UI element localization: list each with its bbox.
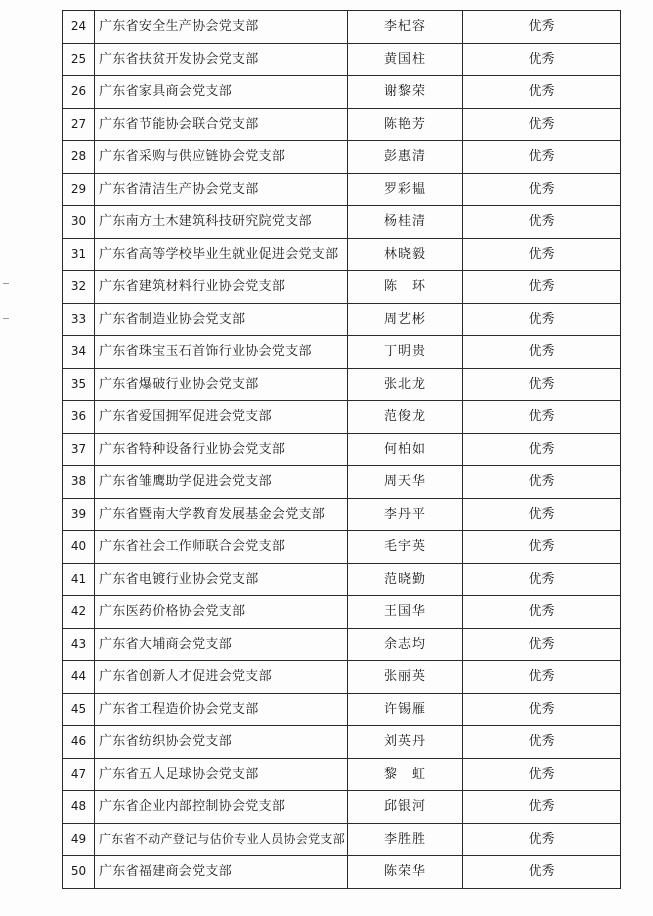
table-row: [63, 628, 621, 661]
row-number: 50: [63, 856, 95, 889]
person-name: 余志均: [348, 628, 463, 661]
table-row: [63, 791, 621, 824]
table-row: [63, 661, 621, 694]
person-name: 谢黎荣: [348, 76, 463, 109]
person-name: 李胜胜: [348, 823, 463, 856]
organization-name: 广东省家具商会党支部: [95, 76, 348, 109]
row-number: 32: [63, 271, 95, 304]
person-name: 王国华: [348, 596, 463, 629]
grade-value: 优秀: [463, 43, 621, 76]
organization-name: 广东省采购与供应链协会党支部: [95, 141, 348, 174]
person-name: 张北龙: [348, 368, 463, 401]
person-name: 黄国柱: [348, 43, 463, 76]
person-name: 陈 环: [348, 271, 463, 304]
person-name: 刘英丹: [348, 726, 463, 759]
roster-table: [62, 10, 621, 889]
person-name: 范俊龙: [348, 401, 463, 434]
grade-value: 优秀: [463, 791, 621, 824]
organization-name: 广东省五人足球协会党支部: [95, 758, 348, 791]
person-name: 林晓毅: [348, 238, 463, 271]
table-row: [63, 856, 621, 889]
person-name: 张丽英: [348, 661, 463, 694]
person-name: 彭惠清: [348, 141, 463, 174]
organization-name: 广东省纺织协会党支部: [95, 726, 348, 759]
person-name: 周天华: [348, 466, 463, 499]
person-name: 范晓勤: [348, 563, 463, 596]
grade-value: 优秀: [463, 368, 621, 401]
grade-value: 优秀: [463, 108, 621, 141]
row-number: 31: [63, 238, 95, 271]
grade-value: 优秀: [463, 563, 621, 596]
table-row: [63, 531, 621, 564]
organization-name: 广东省社会工作师联合会党支部: [95, 531, 348, 564]
organization-name: 广东省扶贫开发协会党支部: [95, 43, 348, 76]
row-number: 26: [63, 76, 95, 109]
table-row: [63, 563, 621, 596]
margin-mark: [3, 283, 9, 284]
person-name: 周艺彬: [348, 303, 463, 336]
row-number: 30: [63, 206, 95, 239]
table-row: [63, 43, 621, 76]
table-row: [63, 596, 621, 629]
row-number: 47: [63, 758, 95, 791]
grade-value: 优秀: [463, 596, 621, 629]
organization-name: 广东省特种设备行业协会党支部: [95, 433, 348, 466]
grade-value: 优秀: [463, 76, 621, 109]
row-number: 29: [63, 173, 95, 206]
row-number: 35: [63, 368, 95, 401]
person-name: 李杞容: [348, 11, 463, 44]
row-number: 38: [63, 466, 95, 499]
table-row: [63, 141, 621, 174]
table-row: [63, 433, 621, 466]
table-row: [63, 368, 621, 401]
row-number: 28: [63, 141, 95, 174]
table-row: [63, 466, 621, 499]
organization-name: 广东省建筑材料行业协会党支部: [95, 271, 348, 304]
table-row: [63, 206, 621, 239]
organization-name: 广东省安全生产协会党支部: [95, 11, 348, 44]
table-row: [63, 76, 621, 109]
organization-name: 广东省制造业协会党支部: [95, 303, 348, 336]
row-number: 46: [63, 726, 95, 759]
table-row: [63, 726, 621, 759]
table-row: [63, 336, 621, 369]
row-number: 43: [63, 628, 95, 661]
organization-name: 广东省爱国拥军促进会党支部: [95, 401, 348, 434]
organization-name: 广东省暨南大学教育发展基金会党支部: [95, 498, 348, 531]
table-row: [63, 238, 621, 271]
row-number: 37: [63, 433, 95, 466]
row-number: 36: [63, 401, 95, 434]
grade-value: 优秀: [463, 141, 621, 174]
row-number: 42: [63, 596, 95, 629]
grade-value: 优秀: [463, 758, 621, 791]
grade-value: 优秀: [463, 433, 621, 466]
person-name: 许锡雁: [348, 693, 463, 726]
grade-value: 优秀: [463, 823, 621, 856]
organization-name: 广东省节能协会联合党支部: [95, 108, 348, 141]
person-name: 毛宇英: [348, 531, 463, 564]
grade-value: 优秀: [463, 856, 621, 889]
organization-name: 广东省福建商会党支部: [95, 856, 348, 889]
table-row: [63, 173, 621, 206]
person-name: 邱银河: [348, 791, 463, 824]
organization-name: 广东省不动产登记与估价专业人员协会党支部: [95, 823, 348, 856]
organization-name: 广东省爆破行业协会党支部: [95, 368, 348, 401]
grade-value: 优秀: [463, 498, 621, 531]
organization-name: 广东省企业内部控制协会党支部: [95, 791, 348, 824]
grade-value: 优秀: [463, 466, 621, 499]
organization-name: 广东医药价格协会党支部: [95, 596, 348, 629]
roster-table-body: [63, 11, 621, 889]
organization-name: 广东省创新人才促进会党支部: [95, 661, 348, 694]
person-name: 陈荣华: [348, 856, 463, 889]
organization-name: 广东省工程造价协会党支部: [95, 693, 348, 726]
person-name: 陈艳芳: [348, 108, 463, 141]
row-number: 41: [63, 563, 95, 596]
organization-name: 广东南方土木建筑科技研究院党支部: [95, 206, 348, 239]
row-number: 44: [63, 661, 95, 694]
person-name: 杨桂清: [348, 206, 463, 239]
row-number: 25: [63, 43, 95, 76]
grade-value: 优秀: [463, 303, 621, 336]
person-name: 李丹平: [348, 498, 463, 531]
row-number: 40: [63, 531, 95, 564]
table-row: [63, 271, 621, 304]
table-row: [63, 498, 621, 531]
person-name: 罗彩韫: [348, 173, 463, 206]
grade-value: 优秀: [463, 336, 621, 369]
table-row: [63, 401, 621, 434]
organization-name: 广东省清洁生产协会党支部: [95, 173, 348, 206]
margin-mark: [3, 318, 9, 319]
table-row: [63, 758, 621, 791]
grade-value: 优秀: [463, 693, 621, 726]
organization-name: 广东省雏鹰助学促进会党支部: [95, 466, 348, 499]
row-number: 48: [63, 791, 95, 824]
person-name: 何柏如: [348, 433, 463, 466]
row-number: 24: [63, 11, 95, 44]
organization-name: 广东省电镀行业协会党支部: [95, 563, 348, 596]
organization-name: 广东省珠宝玉石首饰行业协会党支部: [95, 336, 348, 369]
grade-value: 优秀: [463, 531, 621, 564]
table-row: [63, 303, 621, 336]
organization-name: 广东省高等学校毕业生就业促进会党支部: [95, 238, 348, 271]
row-number: 33: [63, 303, 95, 336]
table-row: [63, 108, 621, 141]
grade-value: 优秀: [463, 173, 621, 206]
row-number: 39: [63, 498, 95, 531]
grade-value: 优秀: [463, 401, 621, 434]
grade-value: 优秀: [463, 11, 621, 44]
grade-value: 优秀: [463, 238, 621, 271]
grade-value: 优秀: [463, 661, 621, 694]
row-number: 45: [63, 693, 95, 726]
grade-value: 优秀: [463, 726, 621, 759]
organization-name: 广东省大埔商会党支部: [95, 628, 348, 661]
row-number: 49: [63, 823, 95, 856]
grade-value: 优秀: [463, 206, 621, 239]
table-row: [63, 11, 621, 44]
person-name: 丁明贵: [348, 336, 463, 369]
grade-value: 优秀: [463, 628, 621, 661]
row-number: 27: [63, 108, 95, 141]
table-row: [63, 693, 621, 726]
row-number: 34: [63, 336, 95, 369]
table-row: [63, 823, 621, 856]
person-name: 黎 虹: [348, 758, 463, 791]
grade-value: 优秀: [463, 271, 621, 304]
